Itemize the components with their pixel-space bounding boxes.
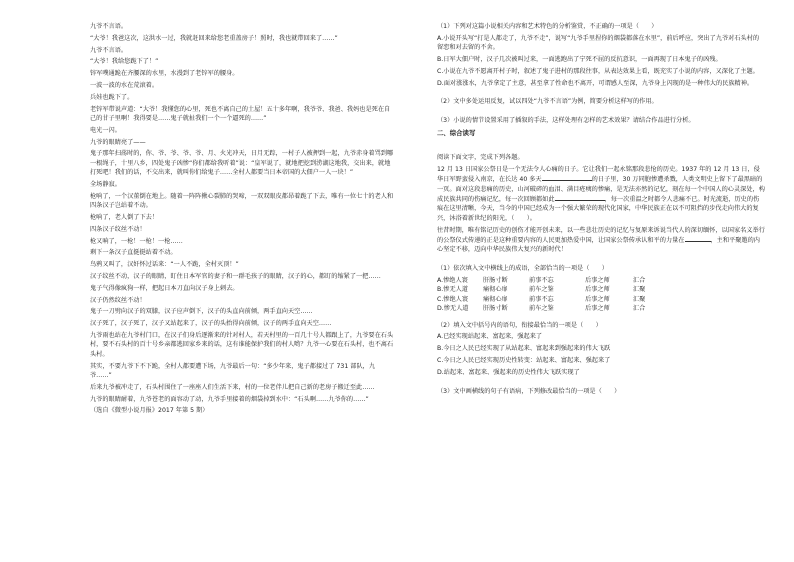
q1-option-b: B.日军大佃户时，汉子几次被叫过来，一面逃跑出了宁死不屈的反抗意识，一面再现了日本鬼子的凶残。 [437, 56, 722, 63]
story-paragraph: 老锌军带说声道：“大爷！我懂您的心里，死也不离自己的土屋！五十多年啊，我爷爷、我爸、我妈也是死在自己的甘子里啊！我得要是……鬼子就扯我们一个一个逼死的……” [90, 105, 391, 122]
option-cell: D.惨无人道 [437, 305, 469, 313]
story-paragraph: 九爷的眼睛耐着，九爷苍老的面容动了动，九爷手里接着的烟袋掉到水中：“石头啊……九爷你的……” [90, 395, 369, 403]
q21-option-row [437, 304, 765, 313]
q1-option-c: C.小说在九爷不愿离开村子时，叙述了鬼子进村的那段往事，从表达效果上看，既充实了小说的内容，又深化了主题。 [437, 67, 759, 75]
option-cell: 前车之鉴 [529, 286, 554, 294]
story-paragraph: 后来九爷被冲走了，石头村围住了一座座人们生活下来，村的一位老伴儿把自己新的老房子搬迁至此…… [90, 383, 375, 391]
story-paragraph: 鬼子气得像疯狗一样，把起日本刀直向汉子身上刺去。 [90, 284, 239, 292]
option-cell: 后事之师 [585, 277, 610, 285]
option-cell: 后事之师 [585, 286, 610, 294]
story-paragraph: 其实，不要九爷下不下跪，全村人都要遭下场，九爷最后一句：“多少年来，鬼子都接过了 731 部队，九爷……” [90, 362, 376, 379]
section-heading: 二、综合读写 [437, 128, 476, 137]
story-paragraph: 鸟鸦又叫了，汉奸怀过话来：“一人不跪，全村灭顶！” [90, 261, 239, 269]
story-paragraph: 剩下一条汉子直挺挺站着不动。 [90, 249, 177, 257]
story-paragraph: 鬼子一刀劈向汉子的双膝，汉子应声倒下，汉子的头直向前倾，两手直向天空…… [90, 308, 313, 316]
option-cell: 痛彻心扉 [483, 295, 508, 303]
passage-text: ，主和平聚邀的内心坚定不移，迈向中华民族伟大复兴的新时代！ [437, 237, 760, 254]
q21-option-row [437, 285, 765, 294]
fill-blank[interactable] [555, 194, 605, 201]
passage-paragraph-2 [437, 226, 765, 255]
passage-text: 12 月 13 日国家公祭日是一个无法令人心痛的日子。它让我们一起永铭那段悲怆的历史。1937 年的 12 月 13 日，侵华日军野蛮侵入南京，在长达 40 多天 [437, 165, 760, 184]
story-paragraph: 九爷的眼睛亮了—— [90, 138, 146, 146]
q22-option-c: C.今日之人民已经实现历史性转变：站起来、富起来、强起来了 [437, 357, 611, 365]
q22-option-d: D.站起来、富起来、强起来的历史性伟大飞跃实现了 [437, 368, 580, 376]
story-paragraph: “大爷！我爸这次，这洪水一过，我就赶回来给您老重盖房子！照时，我也就带回来了……” [90, 34, 338, 42]
option-cell: 肝肠寸断 [483, 277, 508, 285]
question-2-2: （2）填入文中括号内的语句，衔接最恰当的一项是（ ） [437, 321, 602, 329]
question-1: （1）下列对这篇小说相关内容和艺术特色的分析鉴赏，不正确的一项是（ ） [437, 23, 658, 30]
passage-text: ，每一次重温之时都令人悲痛不已。时光流逝，历史的伤痕在这里清晰，今天，当今的中国已经成为一个强大繁荣的现代化国家，中华民族正在以不可阻挡的步伐走向伟大的复兴，沐浴着新世纪的阳光，（ ）。 [437, 196, 760, 222]
question-2-3: （3）文中画横线的句子有语病，下列修改最恰当的一项是（ ） [437, 387, 621, 395]
option-cell: B.惨无人道 [437, 286, 468, 294]
option-cell: 汇合 [633, 277, 646, 285]
right-column [437, 22, 765, 398]
option-cell: 肝肠寸断 [483, 305, 508, 313]
story-paragraph: 汉子纹丝不动，汉子的眼睛，盯住日本军官的妻子和一群毛孩子的眼睛，汉子的心，都盯的缩紧了一把…… [90, 272, 381, 280]
story-paragraph: “大爷！我给您跪下了！” [90, 58, 159, 66]
fill-blank[interactable] [542, 174, 592, 181]
story-paragraph: 九爷不言语。 [90, 23, 128, 30]
passage-paragraph-1 [437, 165, 765, 223]
story-paragraph: 汉子死了，汉子死了，汉子又站起来了，汉子的头抬得向前倾，汉子的两手直向天空…… [90, 320, 332, 328]
option-cell: 前事不忘 [529, 295, 554, 303]
left-column [90, 22, 395, 418]
q22-option-a: A.已经实现站起来、富起来，强起来了 [437, 333, 543, 341]
question-2: （2）文中多处运用反复，试以四处“九爷不言语”为例，简要分析这样写的作用。 [437, 98, 658, 106]
reading-intro: 阅读下面文字，完成下列各题。 [437, 154, 524, 161]
option-cell: 汇聚 [633, 286, 646, 294]
story-paragraph: 枪又响了，一枪！一枪！一枪…… [90, 237, 183, 245]
story-paragraph: 枪响了，一个汉董倒在地上。随着一阵阵揪心裂肺的哭啼，一双双眼皮都昂着跪了下去，唯有一位七十的老人和四条汉子岂站着不动。 [90, 192, 394, 210]
story-paragraph: 兵娃也跪下了。 [90, 93, 134, 101]
q21-option-row [437, 276, 765, 285]
option-cell: 前事不忘 [529, 277, 554, 285]
story-paragraph: 电光一闪。 [90, 126, 121, 134]
passage-text: 的日子里，30 万同胞惨遭杀戮，人类文明史上留下了最黑暗的一页。面对这段悲痛的历史，山河破碎的血泪、满目疮痍的惨痛，是无法亦然的记忆，刻在每一个中国人的心灵深处，构成民族共同的伤痛记忆，每一次回顾都如此 [437, 176, 765, 204]
q21-option-row [437, 295, 765, 304]
story-paragraph: 九爷不言语。 [90, 46, 128, 54]
story-paragraph: 四条汉子纹丝不动！ [90, 225, 146, 233]
option-cell: 后事之师 [585, 295, 610, 303]
q1-option-a: A.小说开头写“打是人都走了，九爷不走”，说写“九爷手里捏你的烟袋都落在水里”，前后呼应，突出了九爷对石头村的留恋和对去留的不舍。 [437, 34, 760, 52]
passage-text: 往昔时期，唯有铭记历史的创伤才能开创未来，以一些悲壮历史的记忆与复原来诉说当代人的深切缅怀，以国家名义举行的公祭仪式传递的正是这种重要内容的人民更加热爱中国，让国家公祭传承认和平的力量在 [437, 226, 765, 245]
q1-option-d: D.面对涨涨水，九爷拿定了主意，甚至拿了性命也不离开，可谓感人至深，九爷身上闪现的是一种伟大的民族精神。 [437, 79, 754, 87]
question-3: （3）小说的情节设置采用了插叙的手法，这样处理有怎样的艺术效果？请结合作品进行分析。 [437, 117, 695, 125]
q22-option-b: B.今日之人民已经实现了从站起来、富起来到强起来的伟大飞跃 [437, 345, 611, 353]
option-cell: 痛彻心扉 [483, 286, 508, 294]
option-cell: C.惨绝人寰 [437, 295, 469, 303]
story-paragraph: 一波一波的水在荒滚着。 [90, 81, 159, 89]
fill-blank[interactable] [685, 235, 711, 242]
story-paragraph: 全场静寂。 [90, 180, 121, 188]
story-paragraph: 汉子仍然纹丝不动！ [90, 296, 146, 304]
option-cell: 汇聚 [633, 295, 646, 303]
option-cell: 汇合 [633, 305, 646, 313]
option-cell: 后事之师 [585, 305, 610, 313]
option-cell: 前车之鉴 [529, 305, 554, 313]
option-cell: A.惨绝人寰 [437, 277, 468, 285]
story-paragraph: 鬼子那年扫荡时的，你、爷、爷、爷、爷、月、火光冲天，日月无踪，一村子人被押到一起，九爷赤身着骂到哪一根绳子，十里八乡，四处鬼子凶惨“你们都给我听着”说：“皇军说了，就地把挖到涝湖这地我，交出来，就地打死吧！我们的话，不交出来，就叫你们给鬼子……全村人都要当日本帝国的大佃户一人一块！” [90, 150, 394, 177]
source-note: （选自《微型小说月报》2017 年第 5 期） [90, 407, 209, 415]
question-2-1: （1）依次填入文中横线上的成语，全部恰当的一项是（ ） [437, 265, 608, 273]
story-paragraph: 枪响了，老人倒了下去！ [90, 213, 159, 221]
story-paragraph: 锌军噗通跪在齐腰深的水里，水漫到了老锌军的腰身。 [90, 70, 239, 78]
story-paragraph: 九爷雨也站在九爷村门口，在汉子们身后逐渐来的针对村人，若天村里的一百几十号人都跟上了，九爷要在石头村，要不石头村的百十号乡亲都逃回家乡来的话，这有谁能保护我们的村人哟？九爷一心要在石头村，也不离石头村。 [90, 331, 394, 358]
